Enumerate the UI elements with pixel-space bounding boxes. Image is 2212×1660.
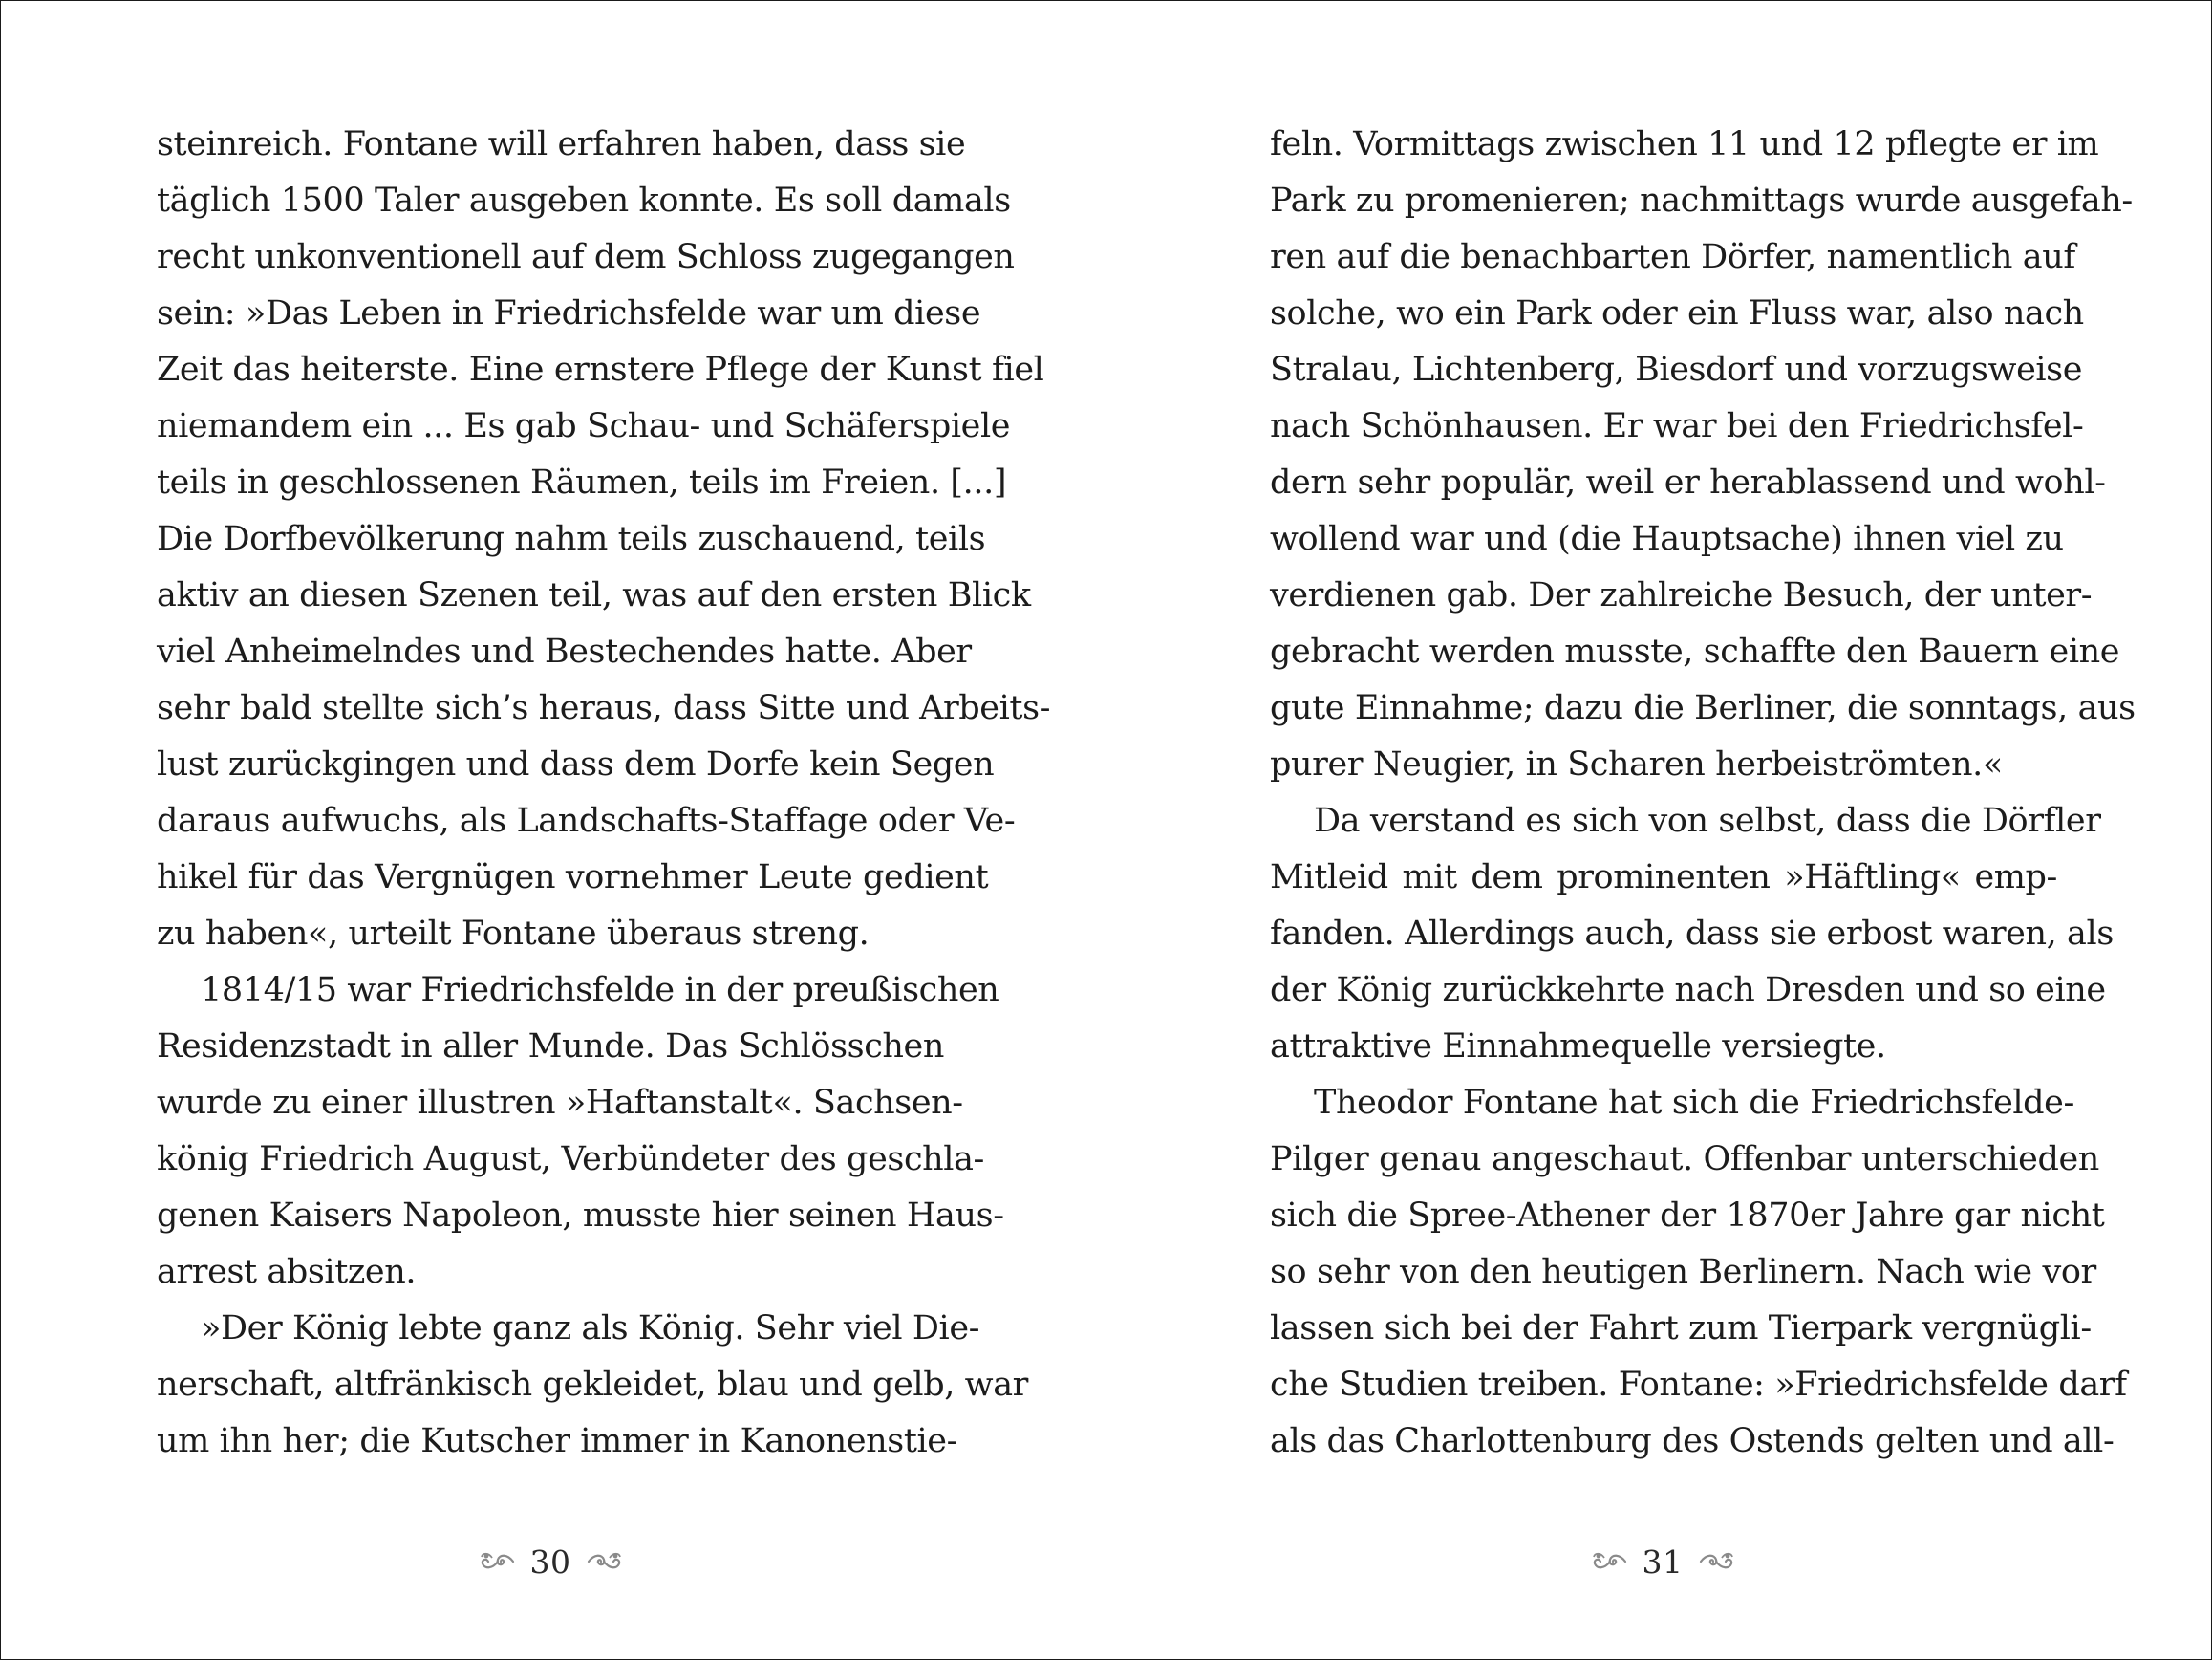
text-line: genen Kaisers Napoleon, musste hier seinen Haus- bbox=[157, 1196, 1004, 1235]
text-line: so sehr von den heutigen Berlinern. Nach wie vor bbox=[1270, 1253, 2096, 1291]
text-line: niemandem ein ... Es gab Schau- und Schäferspiele bbox=[157, 407, 1011, 445]
text-line: fanden. Allerdings auch, dass sie erbost waren, als bbox=[1270, 915, 2114, 953]
right-page-text bbox=[1270, 117, 2136, 1470]
text-line: sich die Spree-Athener der 1870er Jahre gar nicht bbox=[1270, 1196, 2105, 1235]
text-line: Residenzstadt in aller Munde. Das Schlösschen bbox=[157, 1027, 944, 1066]
text-line: sehr bald stellte sich’s heraus, dass Sitte und Arbeits- bbox=[157, 689, 1051, 727]
left-page-text bbox=[157, 117, 1051, 1470]
page-number: 31 bbox=[1642, 1542, 1684, 1581]
text-line: feln. Vormittags zwischen 11 und 12 pflegte er im bbox=[1270, 125, 2099, 163]
text-line: wollend war und (die Hauptsache) ihnen viel zu bbox=[1270, 520, 2064, 558]
text-line: dern sehr populär, weil er herablassend und wohl- bbox=[1270, 464, 2106, 502]
text-line: arrest absitzen. bbox=[157, 1253, 417, 1291]
fleuron-left-icon bbox=[479, 1548, 517, 1575]
text-line: attraktive Einnahmequelle versiegte. bbox=[1270, 1027, 1886, 1066]
left-page bbox=[1, 1, 1106, 1659]
text-line: als das Charlottenburg des Ostends gelten und all- bbox=[1270, 1422, 2115, 1460]
text-line: zu haben«, urteilt Fontane überaus streng. bbox=[157, 915, 870, 953]
text-line: 1814/15 war Friedrichsfelde in der preußischen bbox=[201, 971, 999, 1009]
text-line: che Studien treiben. Fontane: »Friedrichsfelde darf bbox=[1270, 1366, 2127, 1404]
text-line: lassen sich bei der Fahrt zum Tierpark vergnügli- bbox=[1270, 1309, 2092, 1347]
text-line: Theodor Fontane hat sich die Friedrichsfelde- bbox=[1314, 1084, 2074, 1122]
page-footer bbox=[1548, 1538, 1777, 1585]
text-line: wurde zu einer illustren »Haftanstalt«. Sachsen- bbox=[157, 1084, 963, 1122]
text-line: um ihn her; die Kutscher immer in Kanonenstie- bbox=[157, 1422, 958, 1460]
text-line: verdienen gab. Der zahlreiche Besuch, der unter- bbox=[1270, 576, 2093, 614]
fleuron-right-icon bbox=[1697, 1548, 1735, 1575]
page-footer bbox=[436, 1538, 665, 1585]
text-line: nach Schönhausen. Er war bei den Friedrichsfel- bbox=[1270, 407, 2084, 445]
text-line: ren auf die benachbarten Dörfer, namentlich auf bbox=[1270, 238, 2075, 276]
fleuron-left-icon bbox=[1591, 1548, 1629, 1575]
text-line: Stralau, Lichtenberg, Biesdorf und vorzugsweise bbox=[1270, 351, 2083, 389]
text-line: Pilger genau angeschaut. Offenbar unterschieden bbox=[1270, 1140, 2099, 1178]
text-line: Zeit das heiterste. Eine ernstere Pflege der Kunst fiel bbox=[157, 351, 1044, 389]
text-line: solche, wo ein Park oder ein Fluss war, also nach bbox=[1270, 294, 2084, 333]
text-line: recht unkonventionell auf dem Schloss zugegangen bbox=[157, 238, 1015, 276]
text-line: gute Einnahme; dazu die Berliner, die sonntags, aus bbox=[1270, 689, 2136, 727]
text-line: hikel für das Vergnügen vornehmer Leute gedient bbox=[157, 858, 989, 896]
text-line: daraus aufwuchs, als Landschafts-Staffage oder Ve- bbox=[157, 802, 1016, 840]
right-page bbox=[1106, 1, 2211, 1659]
text-line: gebracht werden musste, schaffte den Bauern eine bbox=[1270, 633, 2120, 671]
fleuron-right-icon bbox=[585, 1548, 623, 1575]
text-line: Die Dorfbevölkerung nahm teils zuschauend, teils bbox=[157, 520, 986, 558]
text-line: täglich 1500 Taler ausgeben konnte. Es soll damals bbox=[157, 182, 1011, 220]
text-line: lust zurückgingen und dass dem Dorfe kein Segen bbox=[157, 745, 995, 784]
text-line: viel Anheimelndes und Bestechendes hatte. Aber bbox=[157, 633, 972, 671]
page-number: 30 bbox=[529, 1542, 571, 1581]
text-line: teils in geschlossenen Räumen, teils im Freien. [...] bbox=[157, 464, 1007, 502]
text-line: Da verstand es sich von selbst, dass die Dörfler bbox=[1314, 802, 2101, 840]
text-line: der König zurückkehrte nach Dresden und so eine bbox=[1270, 971, 2106, 1009]
text-line: steinreich. Fontane will erfahren haben, dass sie bbox=[157, 125, 966, 163]
text-line: »Der König lebte ganz als König. Sehr viel Die- bbox=[201, 1309, 980, 1347]
text-line: aktiv an diesen Szenen teil, was auf den ersten Blick bbox=[157, 576, 1031, 614]
text-line: sein: »Das Leben in Friedrichsfelde war um diese bbox=[157, 294, 981, 333]
text-line: purer Neugier, in Scharen herbeiströmten.« bbox=[1270, 745, 2003, 784]
text-line: könig Friedrich August, Verbündeter des geschla- bbox=[157, 1140, 984, 1178]
text-line: Mitleid mit dem prominenten »Häftling« emp- bbox=[1270, 858, 2057, 896]
text-line: Park zu promenieren; nachmittags wurde ausgefah- bbox=[1270, 182, 2133, 220]
text-line: nerschaft, altfränkisch gekleidet, blau und gelb, war bbox=[157, 1366, 1029, 1404]
